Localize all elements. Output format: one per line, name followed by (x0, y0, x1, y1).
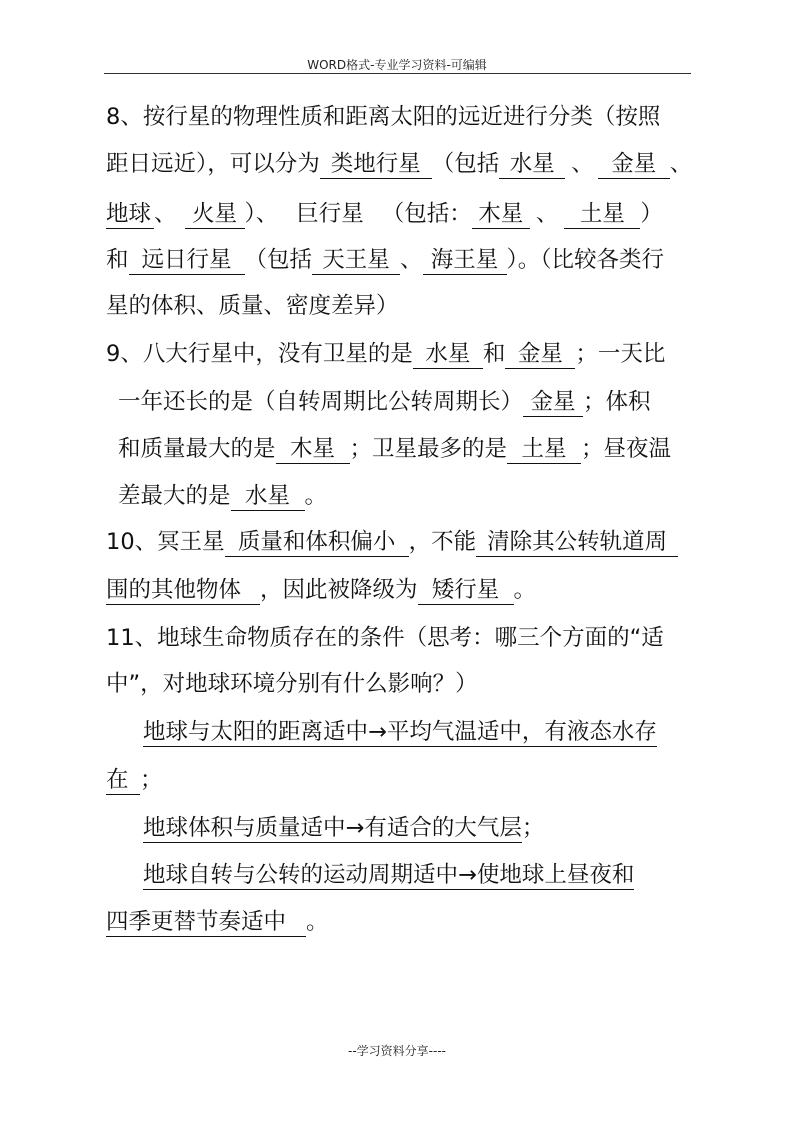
answer-blank: 地球 (106, 200, 154, 229)
answer-blank: 类地行星 (320, 150, 432, 179)
answer-blank: 水星 (231, 482, 305, 511)
q10-line-1 (106, 522, 678, 562)
answer-blank: 四季更替节奏适中 (106, 908, 306, 937)
answer-blank: 火星 (185, 200, 245, 229)
q10-text: 10、冥王星 (106, 529, 225, 555)
answer-blank: 土星 (564, 200, 640, 229)
q11-line-2 (106, 664, 478, 704)
q9-text: 9、八大行星中，没有卫星的是 (106, 341, 413, 367)
q9-line-4 (118, 476, 327, 516)
q11-answer-3 (143, 855, 634, 895)
q8-line-2 (106, 144, 692, 184)
answer-blank: 质量和体积偏小 (225, 528, 409, 557)
q11-text: 11、地球生命物质存在的条件（思考：哪三个方面的“适 (106, 625, 664, 651)
q11-answer-1 (143, 712, 657, 752)
answer-blank: 地球与太阳的距离适中→平均气温适中，有液态水存 (143, 719, 657, 745)
q9-text: ；卫星最多的是 (349, 436, 508, 462)
q9-text: ；昼夜温 (581, 436, 672, 462)
q8-text: 和 (106, 247, 129, 273)
q10-text: ，因此被降级为 (260, 577, 418, 603)
page-header: WORD格式-专业学习资料-可编辑 (307, 58, 487, 72)
q8-text: 、 (154, 201, 177, 227)
answer-blank: 海王星 (423, 246, 507, 275)
answer-blank: 在 (106, 766, 140, 795)
q11-answer-3-cont (106, 902, 329, 942)
q8-text: ）。（比较各类行 (506, 247, 665, 273)
answer-blank: 金星 (505, 340, 575, 369)
q9-text: 差最大的是 (118, 483, 231, 509)
answer-blank: 木星 (472, 200, 530, 229)
q8-text: 、 (571, 151, 594, 177)
q9-line-2 (118, 382, 651, 422)
q11-answer-1-cont (106, 760, 163, 800)
answer-blank: 金星 (523, 388, 583, 417)
answer-blank: 天王星 (312, 246, 400, 275)
q9-text: 和质量最大的是 (118, 436, 276, 462)
q8-text: 巨行星 (296, 201, 364, 227)
q10-text: ，不能 (408, 529, 477, 555)
q8-line-3 (106, 194, 663, 234)
q11-text: ； (521, 815, 545, 841)
q8-text: 、 (535, 201, 559, 227)
answer-blank: 清除其公转轨道周 (476, 528, 678, 557)
q8-text: （包括 (244, 247, 313, 273)
q8-line-5 (106, 286, 399, 326)
q8-text: （包括 (431, 151, 500, 177)
q8-line-4 (106, 240, 664, 280)
q8-text: 8、按行星的物理性质和距离太阳的远近进行分类（按照 (106, 104, 661, 130)
q9-line-1 (106, 334, 665, 374)
q10-line-2 (106, 570, 536, 610)
q8-line-1 (106, 97, 660, 137)
q11-line-1 (106, 618, 664, 658)
answer-blank: 地球体积与质量适中→有适合的大气层 (143, 815, 522, 841)
q9-text: 和 (482, 341, 506, 367)
answer-blank: 土星 (507, 435, 581, 464)
answer-blank: 矮行星 (418, 576, 514, 605)
q9-text: ；一天比 (575, 341, 666, 367)
answer-blank: 金星 (598, 150, 670, 179)
q8-text: ） (640, 201, 663, 227)
q11-answer-2 (143, 808, 544, 848)
answer-blank: 远日行星 (129, 246, 245, 275)
q9-text: 一年还长的是（自转周期比公转周期长） (118, 389, 524, 415)
q11-text: 。 (306, 909, 329, 935)
answer-blank: 木星 (276, 435, 350, 464)
q8-text: 、 (669, 151, 693, 177)
page-footer: --学习资料分享---- (348, 1044, 446, 1058)
answer-blank: 地球自转与公转的运动周期适中→使地球上昼夜和 (143, 862, 635, 888)
q11-text: ； (140, 767, 163, 793)
q9-text: 。 (304, 483, 328, 509)
q11-text: 中”，对地球环境分别有什么影响？） (106, 671, 478, 697)
answer-blank: 水星 (499, 150, 565, 179)
q8-text: 、 (400, 247, 423, 273)
answer-blank: 水星 (413, 340, 483, 369)
q8-text: 星的体积、质量、密度差异） (106, 293, 399, 319)
q9-text: ；体积 (583, 389, 651, 415)
answer-blank: 围的其他物体 (106, 576, 260, 605)
q9-line-3 (118, 429, 671, 469)
q8-text: （包括： (381, 201, 472, 227)
q10-text: 。 (513, 577, 537, 603)
q8-text: ）、 (244, 201, 279, 227)
q8-text: 距日远近），可以分为 (106, 151, 320, 177)
